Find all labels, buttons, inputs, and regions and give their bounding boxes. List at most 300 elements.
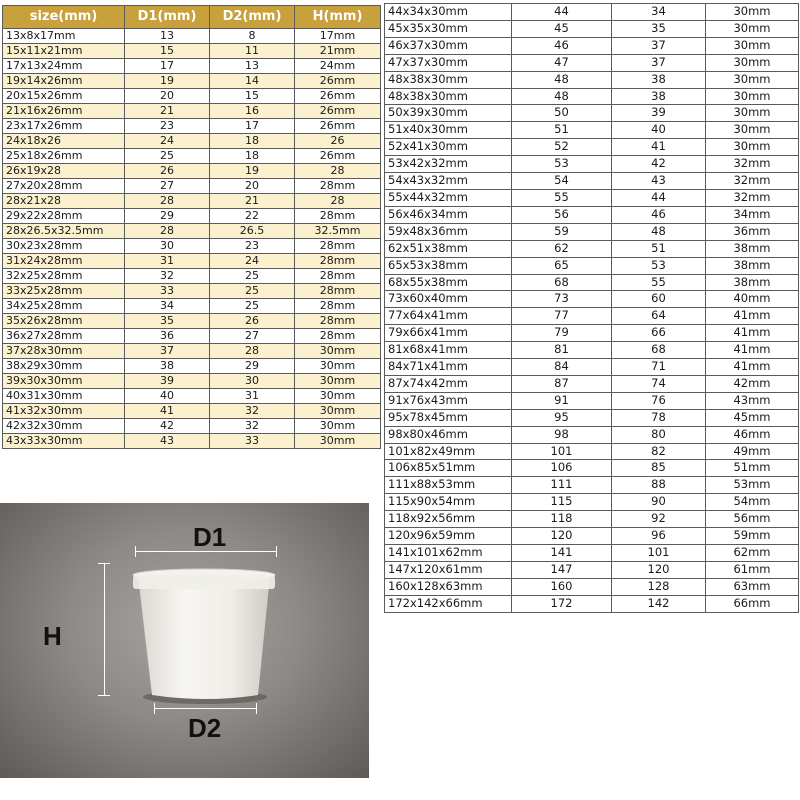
cell-size: 38x29x30mm xyxy=(3,359,125,374)
cell-h: 30mm xyxy=(295,389,381,404)
cell-d2: 40 xyxy=(612,122,706,139)
cell-d2: 23 xyxy=(210,239,295,254)
cell-size: 39x30x30mm xyxy=(3,374,125,389)
cell-h: 32mm xyxy=(706,156,799,173)
table-row xyxy=(385,392,799,409)
table-row xyxy=(385,578,799,595)
cell-size: 111x88x53mm xyxy=(385,477,512,494)
cell-d1: 29 xyxy=(125,209,210,224)
cell-d1: 33 xyxy=(125,284,210,299)
cell-d1: 160 xyxy=(512,578,612,595)
cell-h: 56mm xyxy=(706,511,799,528)
header-d2: D2(mm) xyxy=(210,6,295,29)
cell-d1: 35 xyxy=(125,314,210,329)
cell-d1: 37 xyxy=(125,344,210,359)
table-row xyxy=(3,404,381,419)
cell-h: 41mm xyxy=(706,359,799,376)
header-size: size(mm) xyxy=(3,6,125,29)
table-row xyxy=(385,460,799,477)
cell-d2: 101 xyxy=(612,545,706,562)
cell-h: 51mm xyxy=(706,460,799,477)
cell-d1: 48 xyxy=(512,88,612,105)
cell-size: 118x92x56mm xyxy=(385,511,512,528)
cell-size: 51x40x30mm xyxy=(385,122,512,139)
cell-size: 55x44x32mm xyxy=(385,189,512,206)
cell-h: 30mm xyxy=(706,37,799,54)
cell-size: 84x71x41mm xyxy=(385,359,512,376)
cell-size: 19x14x26mm xyxy=(3,74,125,89)
cell-h: 26mm xyxy=(295,104,381,119)
cell-d1: 68 xyxy=(512,274,612,291)
cell-d2: 80 xyxy=(612,426,706,443)
cell-d1: 15 xyxy=(125,44,210,59)
cell-d2: 24 xyxy=(210,254,295,269)
cell-size: 45x35x30mm xyxy=(385,20,512,37)
cell-h: 41mm xyxy=(706,342,799,359)
cell-d2: 13 xyxy=(210,59,295,74)
cell-size: 28x26.5x32.5mm xyxy=(3,224,125,239)
cell-size: 91x76x43mm xyxy=(385,392,512,409)
cell-d1: 172 xyxy=(512,595,612,612)
cell-size: 32x25x28mm xyxy=(3,269,125,284)
table-row xyxy=(385,494,799,511)
cell-d2: 37 xyxy=(612,54,706,71)
cell-size: 34x25x28mm xyxy=(3,299,125,314)
cell-d2: 128 xyxy=(612,578,706,595)
cell-h: 28mm xyxy=(295,179,381,194)
cell-h: 30mm xyxy=(706,122,799,139)
cell-size: 141x101x62mm xyxy=(385,545,512,562)
cell-size: 56x46x34mm xyxy=(385,206,512,223)
table-row xyxy=(385,291,799,308)
cell-d1: 56 xyxy=(512,206,612,223)
cell-d2: 39 xyxy=(612,105,706,122)
cell-h: 30mm xyxy=(706,4,799,21)
cell-size: 44x34x30mm xyxy=(385,4,512,21)
size-table-right xyxy=(384,3,799,613)
cell-h: 38mm xyxy=(706,274,799,291)
cell-size: 46x37x30mm xyxy=(385,37,512,54)
cell-size: 23x17x26mm xyxy=(3,119,125,134)
table-row xyxy=(385,257,799,274)
stopper-body xyxy=(138,576,270,699)
cell-h: 30mm xyxy=(706,139,799,156)
cell-h: 30mm xyxy=(706,54,799,71)
cell-h: 36mm xyxy=(706,223,799,240)
cell-d2: 25 xyxy=(210,299,295,314)
cell-size: 36x27x28mm xyxy=(3,329,125,344)
cell-h: 34mm xyxy=(706,206,799,223)
cell-size: 42x32x30mm xyxy=(3,419,125,434)
cell-d1: 28 xyxy=(125,224,210,239)
cell-h: 40mm xyxy=(706,291,799,308)
cell-h: 26mm xyxy=(295,149,381,164)
cell-d1: 79 xyxy=(512,325,612,342)
cell-size: 48x38x30mm xyxy=(385,88,512,105)
cell-d2: 55 xyxy=(612,274,706,291)
cell-d2: 16 xyxy=(210,104,295,119)
cell-d1: 48 xyxy=(512,71,612,88)
cell-h: 24mm xyxy=(295,59,381,74)
cell-d2: 27 xyxy=(210,329,295,344)
table-row xyxy=(3,434,381,449)
cell-d1: 55 xyxy=(512,189,612,206)
cell-d2: 20 xyxy=(210,179,295,194)
cell-size: 77x64x41mm xyxy=(385,308,512,325)
table-row xyxy=(385,545,799,562)
cell-size: 87x74x42mm xyxy=(385,375,512,392)
cell-h: 30mm xyxy=(295,344,381,359)
cell-h: 32.5mm xyxy=(295,224,381,239)
cell-h: 45mm xyxy=(706,409,799,426)
cell-d1: 77 xyxy=(512,308,612,325)
table-row xyxy=(385,206,799,223)
cell-d1: 30 xyxy=(125,239,210,254)
cell-size: 59x48x36mm xyxy=(385,223,512,240)
cell-d2: 15 xyxy=(210,89,295,104)
cell-d2: 53 xyxy=(612,257,706,274)
cell-d1: 21 xyxy=(125,104,210,119)
cell-h: 28mm xyxy=(295,284,381,299)
cell-size: 25x18x26mm xyxy=(3,149,125,164)
cell-d1: 40 xyxy=(125,389,210,404)
cell-size: 15x11x21mm xyxy=(3,44,125,59)
cell-h: 49mm xyxy=(706,443,799,460)
table-row xyxy=(385,375,799,392)
cell-d1: 84 xyxy=(512,359,612,376)
header-h: H(mm) xyxy=(295,6,381,29)
cell-size: 20x15x26mm xyxy=(3,89,125,104)
cell-d2: 25 xyxy=(210,269,295,284)
table-row xyxy=(385,342,799,359)
cell-d1: 50 xyxy=(512,105,612,122)
cell-size: 40x31x30mm xyxy=(3,389,125,404)
cell-d2: 68 xyxy=(612,342,706,359)
cell-d1: 27 xyxy=(125,179,210,194)
cell-size: 120x96x59mm xyxy=(385,528,512,545)
cell-d2: 32 xyxy=(210,419,295,434)
cell-d1: 19 xyxy=(125,74,210,89)
cell-h: 62mm xyxy=(706,545,799,562)
cell-h: 41mm xyxy=(706,308,799,325)
cell-h: 59mm xyxy=(706,528,799,545)
cell-d1: 111 xyxy=(512,477,612,494)
cell-d1: 91 xyxy=(512,392,612,409)
table-row xyxy=(385,595,799,612)
table-row xyxy=(385,88,799,105)
cell-size: 26x19x28 xyxy=(3,164,125,179)
cell-size: 79x66x41mm xyxy=(385,325,512,342)
cell-h: 42mm xyxy=(706,375,799,392)
cell-size: 24x18x26 xyxy=(3,134,125,149)
table-row xyxy=(3,254,381,269)
cell-d2: 85 xyxy=(612,460,706,477)
cell-size: 48x38x30mm xyxy=(385,71,512,88)
cell-size: 35x26x28mm xyxy=(3,314,125,329)
header-d1: D1(mm) xyxy=(125,6,210,29)
cell-d1: 36 xyxy=(125,329,210,344)
table-row xyxy=(3,224,381,239)
cell-d2: 29 xyxy=(210,359,295,374)
cell-h: 30mm xyxy=(295,434,381,449)
table-row xyxy=(385,223,799,240)
cell-size: 53x42x32mm xyxy=(385,156,512,173)
table-row xyxy=(3,164,381,179)
table-row xyxy=(385,426,799,443)
cell-h: 28mm xyxy=(295,329,381,344)
cell-size: 65x53x38mm xyxy=(385,257,512,274)
cell-d1: 17 xyxy=(125,59,210,74)
cell-d1: 45 xyxy=(512,20,612,37)
table-row xyxy=(3,269,381,284)
cell-d2: 74 xyxy=(612,375,706,392)
cell-size: 106x85x51mm xyxy=(385,460,512,477)
cell-d1: 141 xyxy=(512,545,612,562)
cell-size: 81x68x41mm xyxy=(385,342,512,359)
cell-size: 43x33x30mm xyxy=(3,434,125,449)
cell-d1: 39 xyxy=(125,374,210,389)
cell-d2: 26 xyxy=(210,314,295,329)
cell-h: 63mm xyxy=(706,578,799,595)
stopper-lip xyxy=(133,575,275,589)
cell-d2: 8 xyxy=(210,29,295,44)
cell-d1: 81 xyxy=(512,342,612,359)
table-row xyxy=(385,443,799,460)
cell-size: 33x25x28mm xyxy=(3,284,125,299)
cell-h: 30mm xyxy=(295,419,381,434)
table-row xyxy=(385,274,799,291)
table-row xyxy=(3,374,381,389)
cell-d1: 62 xyxy=(512,240,612,257)
cell-size: 27x20x28mm xyxy=(3,179,125,194)
cell-h: 28mm xyxy=(295,299,381,314)
cell-d2: 32 xyxy=(210,404,295,419)
cell-size: 21x16x26mm xyxy=(3,104,125,119)
cell-d1: 87 xyxy=(512,375,612,392)
cell-d2: 28 xyxy=(210,344,295,359)
cell-h: 61mm xyxy=(706,561,799,578)
cell-d2: 18 xyxy=(210,149,295,164)
cell-d2: 51 xyxy=(612,240,706,257)
table-row xyxy=(385,528,799,545)
cell-d1: 20 xyxy=(125,89,210,104)
cell-h: 21mm xyxy=(295,44,381,59)
cell-d2: 38 xyxy=(612,88,706,105)
table-row xyxy=(385,359,799,376)
d1-label: D1 xyxy=(193,522,227,552)
cell-h: 26mm xyxy=(295,74,381,89)
cell-h: 46mm xyxy=(706,426,799,443)
cell-h: 26mm xyxy=(295,89,381,104)
cell-d2: 42 xyxy=(612,156,706,173)
cell-size: 30x23x28mm xyxy=(3,239,125,254)
table-row xyxy=(3,149,381,164)
cell-d1: 95 xyxy=(512,409,612,426)
cell-d2: 34 xyxy=(612,4,706,21)
table-row xyxy=(385,122,799,139)
cell-size: 95x78x45mm xyxy=(385,409,512,426)
cell-h: 32mm xyxy=(706,173,799,190)
cell-d2: 71 xyxy=(612,359,706,376)
table-row xyxy=(385,173,799,190)
table-row xyxy=(385,561,799,578)
table-row xyxy=(3,329,381,344)
cell-size: 147x120x61mm xyxy=(385,561,512,578)
cell-h: 66mm xyxy=(706,595,799,612)
cell-d2: 46 xyxy=(612,206,706,223)
table-row xyxy=(3,359,381,374)
table-row xyxy=(385,4,799,21)
cell-d1: 34 xyxy=(125,299,210,314)
cell-d2: 41 xyxy=(612,139,706,156)
cell-size: 52x41x30mm xyxy=(385,139,512,156)
cell-h: 43mm xyxy=(706,392,799,409)
cell-d2: 60 xyxy=(612,291,706,308)
cell-size: 68x55x38mm xyxy=(385,274,512,291)
cell-size: 17x13x24mm xyxy=(3,59,125,74)
cell-size: 172x142x66mm xyxy=(385,595,512,612)
cell-d2: 30 xyxy=(210,374,295,389)
cell-d1: 47 xyxy=(512,54,612,71)
cell-d1: 26 xyxy=(125,164,210,179)
cell-d2: 33 xyxy=(210,434,295,449)
cell-h: 28mm xyxy=(295,254,381,269)
cell-d2: 44 xyxy=(612,189,706,206)
product-photo xyxy=(0,503,369,778)
cell-d2: 25 xyxy=(210,284,295,299)
cell-h: 30mm xyxy=(295,359,381,374)
table-row xyxy=(385,308,799,325)
table-row xyxy=(3,314,381,329)
cell-d1: 53 xyxy=(512,156,612,173)
cell-d1: 118 xyxy=(512,511,612,528)
cell-d1: 32 xyxy=(125,269,210,284)
cell-d1: 98 xyxy=(512,426,612,443)
cell-size: 160x128x63mm xyxy=(385,578,512,595)
table-row xyxy=(385,54,799,71)
cell-d2: 76 xyxy=(612,392,706,409)
cell-h: 30mm xyxy=(295,374,381,389)
cell-size: 50x39x30mm xyxy=(385,105,512,122)
cell-d1: 101 xyxy=(512,443,612,460)
table-row xyxy=(3,179,381,194)
table-row xyxy=(3,419,381,434)
cell-d2: 48 xyxy=(612,223,706,240)
cell-d2: 35 xyxy=(612,20,706,37)
table-row xyxy=(3,209,381,224)
h-label: H xyxy=(43,621,62,651)
cell-d2: 37 xyxy=(612,37,706,54)
cell-d2: 90 xyxy=(612,494,706,511)
cell-d1: 106 xyxy=(512,460,612,477)
table-row xyxy=(385,20,799,37)
cell-d2: 120 xyxy=(612,561,706,578)
cell-h: 26 xyxy=(295,134,381,149)
cell-h: 53mm xyxy=(706,477,799,494)
cell-d2: 11 xyxy=(210,44,295,59)
cell-d1: 54 xyxy=(512,173,612,190)
table-row xyxy=(385,105,799,122)
cell-d1: 25 xyxy=(125,149,210,164)
table-row xyxy=(3,59,381,74)
cell-h: 28mm xyxy=(295,209,381,224)
cell-h: 30mm xyxy=(706,88,799,105)
table-row xyxy=(3,134,381,149)
cell-size: 98x80x46mm xyxy=(385,426,512,443)
table-row xyxy=(385,37,799,54)
cell-h: 30mm xyxy=(706,20,799,37)
table-header-row xyxy=(3,6,381,29)
cell-d2: 66 xyxy=(612,325,706,342)
cell-d2: 38 xyxy=(612,71,706,88)
cell-size: 101x82x49mm xyxy=(385,443,512,460)
cell-size: 13x8x17mm xyxy=(3,29,125,44)
table-row xyxy=(3,284,381,299)
table-row xyxy=(3,74,381,89)
cell-d1: 51 xyxy=(512,122,612,139)
cell-d2: 78 xyxy=(612,409,706,426)
cell-d1: 31 xyxy=(125,254,210,269)
cell-d2: 43 xyxy=(612,173,706,190)
cell-d1: 42 xyxy=(125,419,210,434)
cell-d2: 18 xyxy=(210,134,295,149)
cell-size: 62x51x38mm xyxy=(385,240,512,257)
cell-d1: 120 xyxy=(512,528,612,545)
cell-size: 31x24x28mm xyxy=(3,254,125,269)
size-table-left xyxy=(2,5,381,449)
cell-h: 30mm xyxy=(295,404,381,419)
cell-d1: 52 xyxy=(512,139,612,156)
cell-d1: 46 xyxy=(512,37,612,54)
cell-h: 17mm xyxy=(295,29,381,44)
cell-d2: 26.5 xyxy=(210,224,295,239)
table-row xyxy=(3,344,381,359)
cell-d1: 13 xyxy=(125,29,210,44)
cell-h: 26mm xyxy=(295,119,381,134)
cell-d1: 28 xyxy=(125,194,210,209)
cell-size: 37x28x30mm xyxy=(3,344,125,359)
cell-d2: 14 xyxy=(210,74,295,89)
cell-d1: 23 xyxy=(125,119,210,134)
cell-size: 115x90x54mm xyxy=(385,494,512,511)
cell-h: 28 xyxy=(295,194,381,209)
cell-d2: 82 xyxy=(612,443,706,460)
table-row xyxy=(385,325,799,342)
table-row xyxy=(3,104,381,119)
cell-size: 54x43x32mm xyxy=(385,173,512,190)
cell-d1: 147 xyxy=(512,561,612,578)
table-row xyxy=(3,299,381,314)
table-row xyxy=(3,194,381,209)
table-row xyxy=(3,239,381,254)
cell-d1: 43 xyxy=(125,434,210,449)
cell-size: 29x22x28mm xyxy=(3,209,125,224)
cell-size: 28x21x28 xyxy=(3,194,125,209)
cell-d1: 65 xyxy=(512,257,612,274)
table-row xyxy=(385,409,799,426)
cell-d2: 64 xyxy=(612,308,706,325)
cell-h: 41mm xyxy=(706,325,799,342)
table-row xyxy=(385,189,799,206)
cell-d2: 19 xyxy=(210,164,295,179)
cell-d1: 73 xyxy=(512,291,612,308)
table-row xyxy=(3,89,381,104)
cell-h: 38mm xyxy=(706,240,799,257)
cell-d2: 17 xyxy=(210,119,295,134)
cell-d2: 92 xyxy=(612,511,706,528)
table-row xyxy=(385,156,799,173)
table-row xyxy=(3,389,381,404)
